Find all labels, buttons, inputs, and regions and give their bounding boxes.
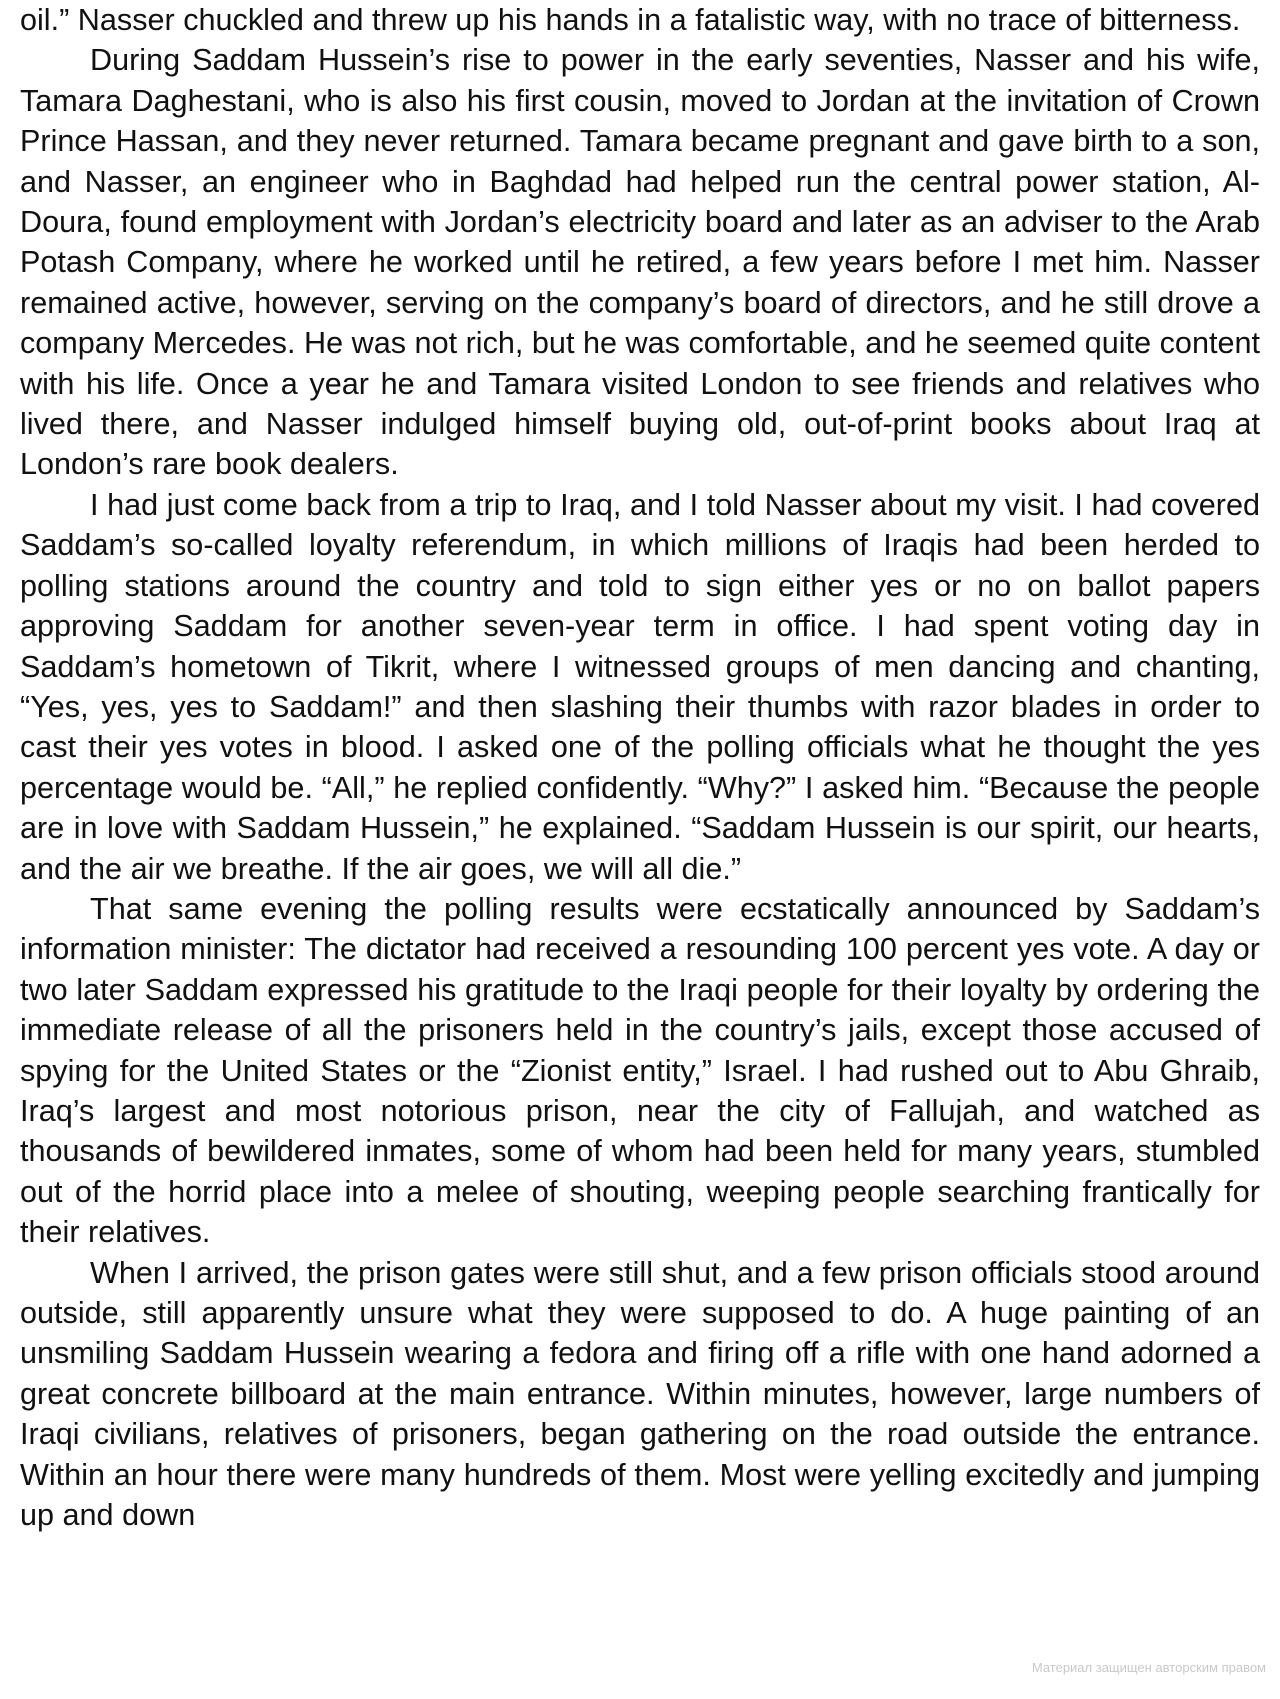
document-page bbox=[20, 0, 1260, 1535]
paragraph: When I arrived, the prison gates were still shut, and a few prison officials stood around outside, still apparently unsure what they were supposed to do. A huge painting of an unsmiling Saddam Hussein wearing a fedora and firing off a rifle with one hand adorned a great concrete billboard at the main entrance. Within minutes, however, large numbers of Iraqi civilians, relatives of prisoners, began gathering on the road outside the entrance. Within an hour there were many hundreds of them. Most were yelling excitedly and jumping up and down bbox=[20, 1255, 1260, 1533]
copyright-watermark: Материал защищен авторским правом bbox=[1031, 1660, 1266, 1675]
paragraph: During Saddam Hussein’s rise to power in the early seventies, Nasser and his wife, Tamara Daghestani, who is also his first cousin, moved to Jordan at the invitation of Crown Prince Hassan, and they never returned. Tamara became pregnant and gave birth to a son, and Nasser, an engineer who in Baghdad had helped run the central power station, Al-Doura, found employment with Jordan’s electricity board and later as an adviser to the Arab Potash Company, where he worked until he retired, a few years before I met him. Nasser remained active, however, serving on the company’s board of directors, and he still drove a company Mercedes. He was not rich, but he was comfortable, and he seemed quite content with his life. Once a year he and Tamara visited London to see friends and relatives who lived there, and Nasser indulged himself buying old, out-of-print books about Iraq at London’s rare book dealers. bbox=[20, 43, 1260, 482]
paragraph: That same evening the polling results were ecstatically announced by Saddam’s information minister: The dictator had received a resounding 100 percent yes vote. A day or two later Saddam expressed his gratitude to the Iraqi people for their loyalty by ordering the immediate release of all the prisoners held in the country’s jails, except those accused of spying for the United States or the “Zionist entity,” Israel. I had rushed out to Abu Ghraib, Iraq’s largest and most notorious prison, near the city of Fallujah, and watched as thousands of bewildered inmates, some of whom had been held for many years, stumbled out of the horrid place into a melee of shouting, weeping people searching frantically for their relatives. bbox=[20, 891, 1260, 1250]
paragraph-continuation: oil.” Nasser chuckled and threw up his hands in a fatalistic way, with no trace of bitterness. bbox=[20, 3, 1241, 37]
paragraph: I had just come back from a trip to Iraq, and I told Nasser about my visit. I had covered Saddam’s so-called loyalty referendum, in which millions of Iraqis had been herded to polling stations around the country and told to sign either yes or no on ballot papers approving Saddam for another seven-year term in office. I had spent voting day in Saddam’s hometown of Tikrit, where I witnessed groups of men dancing and chanting, “Yes, yes, yes to Saddam!” and then slashing their thumbs with razor blades in order to cast their yes votes in blood. I asked one of the polling officials what he thought the yes percentage would be. “All,” he replied confidently. “Why?” I asked him. “Because the people are in love with Saddam Hussein,” he explained. “Saddam Hussein is our spirit, our hearts, and the air we breathe. If the air goes, we will all die.” bbox=[20, 487, 1260, 886]
